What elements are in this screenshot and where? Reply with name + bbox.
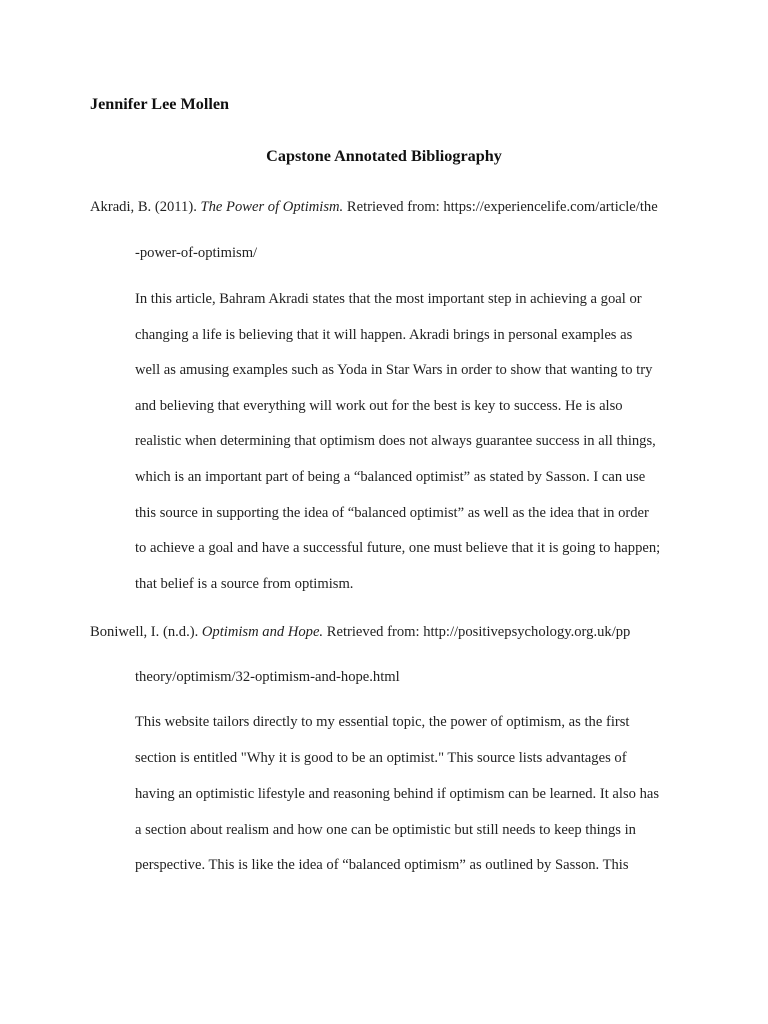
author-name: Jennifer Lee Mollen xyxy=(90,95,230,113)
annotation-line: realistic when determining that optimism does not always guarantee success in all things, xyxy=(135,433,656,449)
citation-line xyxy=(90,198,658,216)
citation-retrieved: Retrieved from: https://experiencelife.com/article/the xyxy=(343,199,658,215)
annotation-line: changing a life is believing that it will happen. Akradi brings in personal examples as xyxy=(135,327,633,343)
citation-author-year: Akradi, B. (2011). xyxy=(90,199,201,215)
annotation-line: well as amusing examples such as Yoda in Star Wars in order to show that wanting to try xyxy=(135,362,653,378)
annotation-line: this source in supporting the idea of “balanced optimist” as well as the idea that in order xyxy=(135,505,649,521)
citation-work-title: The Power of Optimism. xyxy=(200,199,344,215)
annotation-line: and believing that everything will work out for the best is key to success. He is also xyxy=(135,398,623,414)
citation-retrieved: Retrieved from: http://positivepsychology.org.uk/pp xyxy=(323,624,631,640)
annotation-line: section is entitled "Why it is good to be an optimist." This source lists advantages of xyxy=(135,750,627,766)
document-title: Capstone Annotated Bibliography xyxy=(266,147,502,165)
annotation-line: perspective. This is like the idea of “balanced optimism” as outlined by Sasson. This xyxy=(135,857,629,873)
citation-continued: -power-of-optimism/ xyxy=(135,245,258,261)
annotation-line: In this article, Bahram Akradi states that the most important step in achieving a goal or xyxy=(135,291,642,307)
citation-line xyxy=(90,623,630,641)
annotation-line: having an optimistic lifestyle and reasoning behind if optimism can be learned. It also has xyxy=(135,786,660,802)
citation-continued: theory/optimism/32-optimism-and-hope.html xyxy=(135,669,400,685)
annotation-line: to achieve a goal and have a successful future, one must believe that it is going to happen; xyxy=(135,540,661,556)
citation-author-year: Boniwell, I. (n.d.). xyxy=(90,624,202,640)
annotation-line: a section about realism and how one can be optimistic but still needs to keep things in xyxy=(135,822,636,838)
annotation-line: This website tailors directly to my essential topic, the power of optimism, as the first xyxy=(135,714,630,730)
citation-work-title: Optimism and Hope. xyxy=(201,624,324,640)
annotation-line: that belief is a source from optimism. xyxy=(135,576,354,592)
annotation-line: which is an important part of being a “balanced optimist” as stated by Sasson. I can use xyxy=(135,469,646,485)
